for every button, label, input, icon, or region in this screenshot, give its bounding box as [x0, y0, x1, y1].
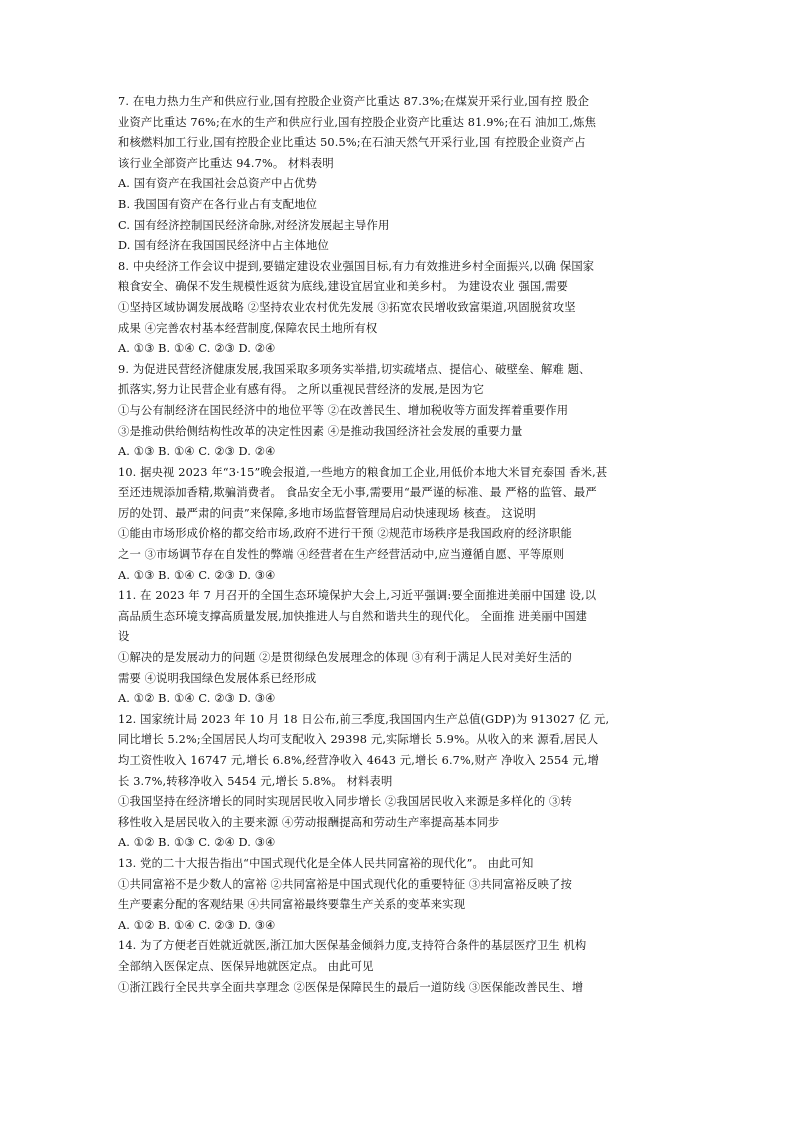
question-line: 13. 党的二十大报告指出“中国式现代化是全体人民共同富裕的现代化”。 由此可知 — [118, 856, 534, 870]
text-line: 均工资性收入 16747 元,增长 6.8%,经营净收入 4643 元,增长 6.7%,财产 净收入 2554 元,增 — [118, 754, 600, 767]
option-line: C. 国有经济控制国民经济命脉,对经济发展起主导作用 — [118, 218, 390, 232]
answer-options: A. ①③ B. ①④ C. ②③ D. ③④ — [118, 568, 276, 582]
text-line: ①与公有制经济在国民经济中的地位平等 ②在改善民生、增加税收等方面发挥着重要作用 — [118, 403, 569, 417]
text-line: ①解决的是发展动力的问题 ②是贯彻绿色发展理念的体现 ③有利于满足人民对美好生活的 — [118, 651, 572, 665]
question-line: 12. 国家统计局 2023 年 10 月 18 日公布,前三季度,我国国内生产总值(GDP)为 913027 亿 元, — [118, 712, 610, 726]
question-line: 10. 据央视 2023 年“3·15”晚会报道,一些地方的粮食加工企业,用低价本地大米冒充泰国 香米,甚 — [118, 465, 608, 479]
option-line: D. 国有经济在我国国民经济中占主体地位 — [118, 239, 329, 253]
answer-options: A. ①② B. ①④ C. ②③ D. ③④ — [118, 918, 276, 932]
question-line: 9. 为促进民营经济健康发展,我国采取多项务实举措,切实疏堵点、提信心、破壁垒、解难 题、 — [118, 362, 591, 376]
question-line: 11. 在 2023 年 7 月召开的全国生态环境保护大会上,习近平强调:要全面推进美丽中国建 设,以 — [118, 589, 597, 603]
text-line: 全部纳入医保定点、医保异地就医定点。 由此可见 — [118, 959, 374, 973]
text-line: 设 — [118, 630, 130, 644]
text-line: 高品质生态环境支撑高质量发展,加快推进人与自然和谐共生的现代化。 全面推 进美丽中国建 — [118, 609, 588, 623]
text-line: 该行业全部资产比重达 94.7%。 材料表明 — [118, 156, 334, 170]
text-line: 长 3.7%,转移净收入 5454 元,增长 5.8%。 材料表明 — [118, 774, 393, 788]
exam-page — [118, 92, 678, 998]
text-line: 7. 在电力热力生产和供应行业,国有控股企业资产比重达 87.3%;在煤炭开采行业,国有控 股企 — [118, 95, 590, 108]
answer-options: A. ①③ B. ①④ C. ②③ D. ②④ — [118, 445, 276, 459]
option-line: B. 我国国有资产在各行业占有支配地位 — [118, 197, 318, 211]
text-line: 至还违规添加香精,欺骗消费者。 食品安全无小事,需要用“最严谨的标准、最 严格的监管、最严 — [118, 486, 597, 500]
text-line: ①我国坚持在经济增长的同时实现居民收入同步增长 ②我国居民收入来源是多样化的 ③转 — [118, 795, 572, 809]
text-line: ①能由市场形成价格的都交给市场,政府不进行干预 ②规范市场秩序是我国政府的经济职能 — [118, 527, 572, 541]
text-line: 需要 ④说明我国绿色发展体系已经形成 — [118, 671, 317, 685]
text-line: 之一 ③市场调节存在自发性的弊端 ④经营者在生产经营活动中,应当遵循自愿、平等原则 — [118, 548, 565, 562]
text-line: ①共同富裕不是少数人的富裕 ②共同富裕是中国式现代化的重要特征 ③共同富裕反映了按 — [118, 877, 572, 891]
option-line: A. 国有资产在我国社会总资产中占优势 — [118, 177, 317, 191]
text-line: 粮食安全、确保不发生规模性返贫为底线,建设宜居宜业和美乡村。 为建设农业 强国,需要 — [118, 280, 568, 294]
answer-options: A. ①② B. ①③ C. ②④ D. ③④ — [118, 836, 276, 850]
text-line: 业资产比重达 76%;在水的生产和供应行业,国有控股企业资产比重达 81.9%;在石 油加工,炼焦 — [118, 115, 597, 129]
text-line: ①坚持区域协调发展战略 ②坚持农业农村优先发展 ③拓宽农民增收致富渠道,巩固脱贫攻坚 — [118, 300, 576, 314]
question-line: 8. 中央经济工作会议中提到,要锚定建设农业强国目标,有力有效推进乡村全面振兴,以确 保国家 — [118, 259, 595, 273]
question-line: 14. 为了方便老百姓就近就医,浙江加大医保基金倾斜力度,支持符合条件的基层医疗卫生 机构 — [118, 939, 587, 953]
text-line: 移性收入是居民收入的主要来源 ④劳动报酬提高和劳动生产率提高基本同步 — [118, 815, 500, 829]
text-line: 生产要素分配的客观结果 ④共同富裕最终要靠生产关系的变革来实现 — [118, 898, 466, 912]
text-line: 同比增长 5.2%;全国居民人均可支配收入 29398 元,实际增长 5.9%。从收入的来 源看,居民人 — [118, 733, 599, 747]
text-line: 厉的处罚、最严肃的问责”来保障,多地市场监督管理局启动快速现场 核查。 这说明 — [118, 506, 536, 520]
text-line: 和核燃料加工行业,国有控股企业比重达 50.5%;在石油天然气开采行业,国 有控股企业资产占 — [118, 136, 586, 150]
text-line: 抓落实,努力让民营企业有感有得。 之所以重视民营经济的发展,是因为它 — [118, 383, 485, 397]
text-line: 成果 ④完善农村基本经营制度,保障农民土地所有权 — [118, 321, 378, 335]
answer-options: A. ①③ B. ①④ C. ②③ D. ②④ — [118, 342, 276, 356]
text-line: ③是推动供给侧结构性改革的决定性因素 ④是推动我国经济社会发展的重要力量 — [118, 424, 523, 438]
answer-options: A. ①② B. ①④ C. ②③ D. ③④ — [118, 692, 276, 706]
text-line: ①浙江践行全民共享全面共享理念 ②医保是保障民生的最后一道防线 ③医保能改善民生、增 — [118, 980, 584, 994]
